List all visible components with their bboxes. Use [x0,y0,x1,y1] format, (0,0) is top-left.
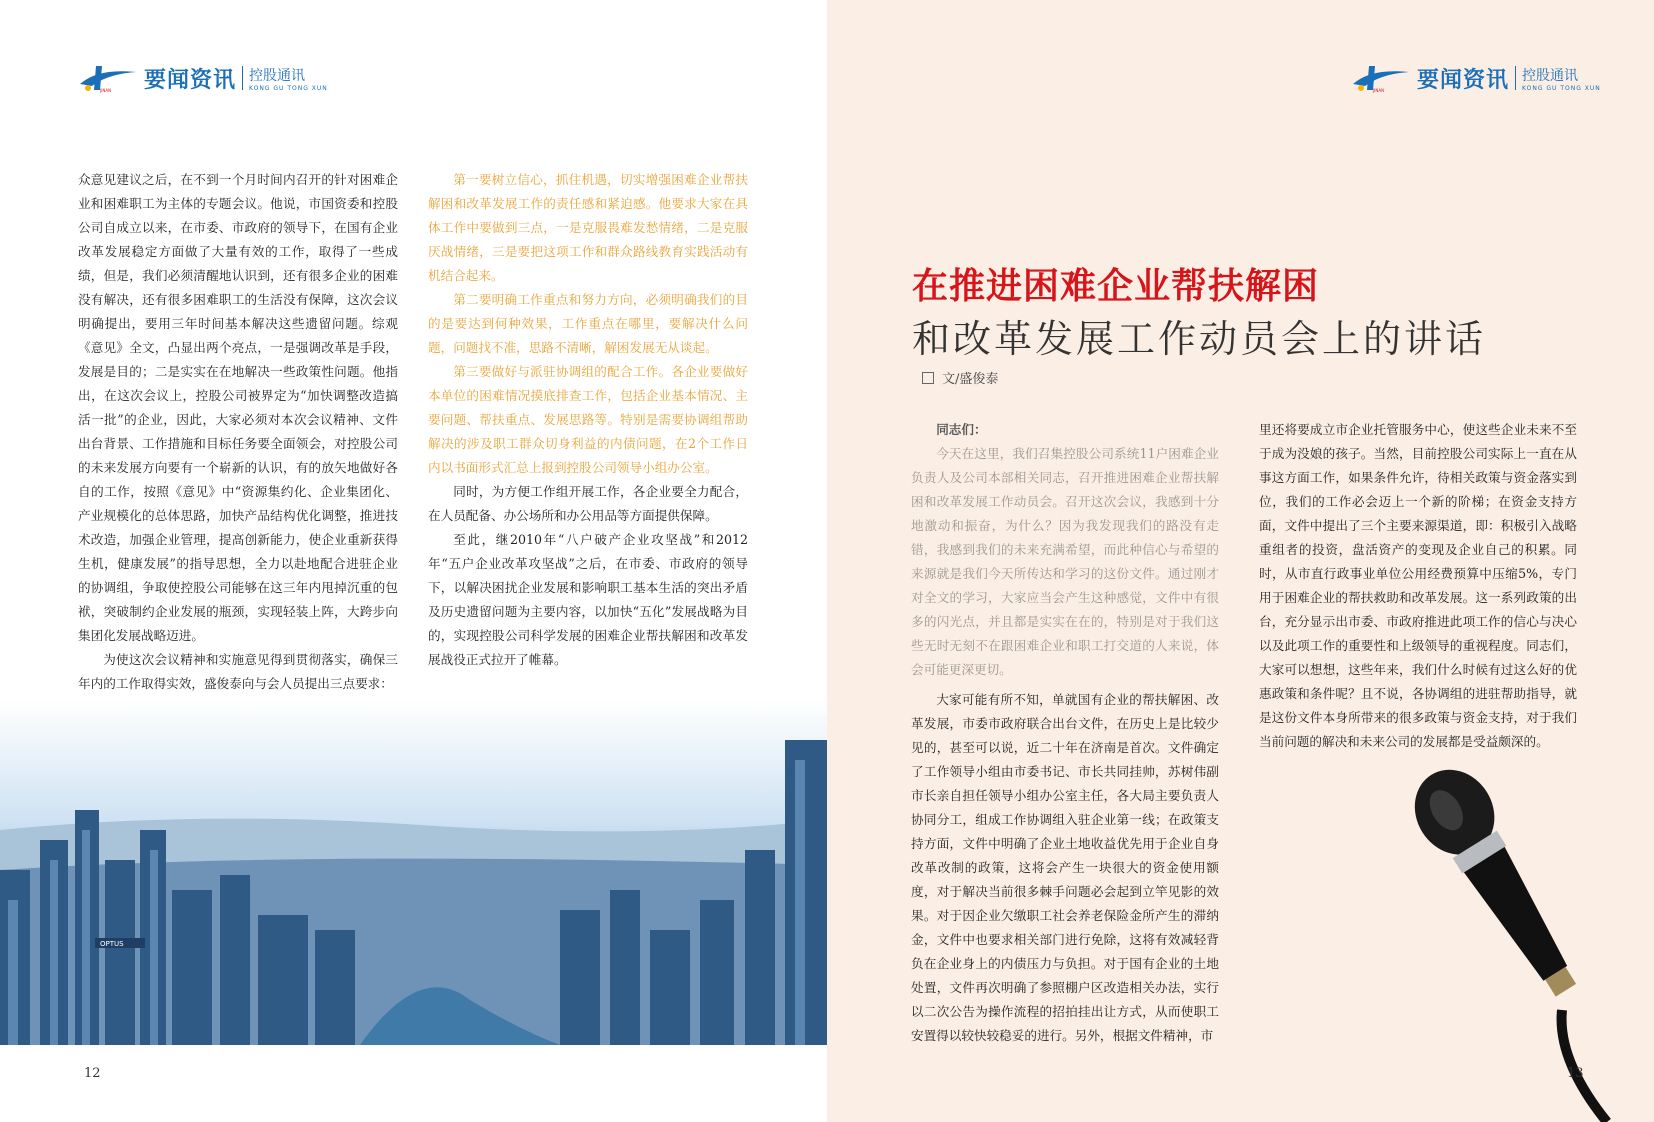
building-sign: OPTUS [100,940,124,948]
right-column-2 [1259,418,1577,754]
paragraph: 大家可能有所不知，单就国有企业的帮扶解困、改革发展，市委市政府联合出台文件，在历史上是比较少见的，甚至可以说，近二十年在济南是首次。文件确定了工作领导小组由市委书记、市长共同挂帅，苏树伟副市长亲自担任领导小组办公室主任，各大局主要负责人协同分工，组成工作协调组入驻企业第一线；在政策支持方面，文件中明确了企业土地收益优先用于企业自身改革改制的政策，这将会产生一块很大的资金使用额度，对于解决当前很多棘手问题必会起到立竿见影的效果。对于因企业欠缴职工社会养老保险金所产生的滞纳金，文件中也要求相关部门进行免除，这将有效减轻背负在企业身上的内债压力与负担。对于国有企业的土地处置，文件再次明确了参照棚户区改造相关办法，实行以二次公告为操作流程的招拍挂出让方式，从而使职工安置得以较快较稳妥的进行。另外，根据文件精神，市 [911,692,1219,1043]
section-title-en: KONG GU TONG XUN [249,84,328,92]
paragraph: 至此，继2010年“八户破产企业攻坚战”和2012年“五户企业改革攻坚战”之后，在市委、市政府的领导下，以解决困扰企业发展和影响职工基本生活的突出矛盾及历史遗留问题为主要内容，以加快“五化”发展战略为目的，实现控股公司科学发展的困难企业帮扶解困和改革发展战役正式拉开了帷幕。 [428,532,748,667]
left-column-1 [78,168,398,696]
article-title-sub: 和改革发展工作动员会上的讲话 [912,317,1487,361]
section-label [1522,65,1601,92]
logo-icon [1351,62,1411,94]
section-label [249,65,328,92]
right-page [827,0,1654,1122]
highlight-paragraph: 第二要明确工作重点和努力方向，必须明确我们的目的是要达到何种效果，工作重点在哪里，要解决什么问题，问题找不准，思路不清晰，解困发展无从谈起。 [428,292,748,355]
intro-paragraph: 今天在这里，我们召集控股公司系统11户困难企业负责人及公司本部相关同志，召开推进困难企业帮扶解困和改革发展工作动员会。召开这次会议，我感到十分地激动和振奋，为什么？因为我发现我们的路没有走错，我感到我们的未来充满希望，而此种信心与希望的来源就是我们今天所传达和学习的这份文件。通过刚才对全文的学习，大家应当会产生这种感觉，文件中有很多的闪光点，并且都是实实在在的，特别是对于我们这些无时无刻不在跟困难企业和职工打交道的人来说，体会可能更深更切。 [911,446,1219,677]
right-header [1351,62,1601,94]
left-header [78,62,328,94]
left-column-2 [428,168,748,672]
highlight-paragraph: 第三要做好与派驻协调组的配合工作。各企业要做好本单位的困难情况摸底排查工作，包括企业基本情况、主要问题、帮扶重点、发展思路等。特别是需要协调组帮助解决的涉及职工群众切身利益的内债问题，在2个工作日内以书面形式汇总上报到控股公司领导小组办公室。 [428,364,748,475]
highlight-paragraph: 第一要树立信心，抓住机遇，切实增强困难企业帮扶解困和改革发展工作的责任感和紧迫感。他要求大家在具体工作中要做到三点，一是克服畏难发愁情绪，二是克服厌战情绪，三是要把这项工作和群众路线教育实践活动有机结合起来。 [428,172,748,283]
author-name: 文/盛俊泰 [942,372,999,387]
logo-icon [78,62,138,94]
logo-text: JINAN [100,88,112,93]
section-title: 控股通讯 [249,67,306,84]
author-byline [922,368,998,387]
paragraph: 众意见建议之后，在不到一个月时间内召开的针对困难企业和困难职工为主体的专题会议。他说，市国资委和控股公司自成立以来，在市委、市政府的领导下，在国有企业改革发展稳定方面做了大量有效的工作，取得了一些成绩，但是，我们必须清醒地认识到，还有很多企业的困难没有解决，还有很多困难职工的生活没有保障，这次会议明确提出，要用三年时间基本解决这些遗留问题。综观《意见》全文，凸显出两个亮点，一是强调改革是手段，发展是目的；二是实实在在地解决一些政策性问题。他指出，在这次会议上，控股公司被界定为“加快调整改造搞活一批”的企业，因此，大家必须对本次会议精神、文件出台背景、工作措施和目标任务要全面领会，对控股公司的未来发展方向要有一个崭新的认识，有的放矢地做好各自的工作，按照《意见》中“资源集约化、企业集团化、产业规模化的总体思路，加快产品结构优化调整，推进技术改造，加强企业管理，提高创新能力，使企业重新获得生机，健康发展”的指导思想，全力以赴地配合进驻企业的协调组，争取使控股公司能够在这三年内甩掉沉重的包袱，突破制约企业发展的瓶颈，实现轻装上阵，大跨步向集团化发展战略迈进。 [78,172,398,643]
paragraph: 同时，为方便工作组开展工作，各企业要全力配合，在人员配备、办公场所和办公用品等方面提供保障。 [428,484,748,523]
section-title: 控股通讯 [1522,67,1579,84]
page-number-left: 12 [84,1066,101,1081]
header-divider [1515,66,1516,90]
checkbox-square-icon [922,372,934,384]
microphone-image [1387,760,1654,1122]
brand-title: 要闻资讯 [144,67,237,93]
salutation: 同志们： [936,422,987,437]
paragraph: 为使这次会议精神和实施意见得到贯彻落实，确保三年内的工作取得实效，盛俊泰向与会人员提出三点要求： [78,652,398,691]
section-title-en: KONG GU TONG XUN [1522,84,1601,92]
logo-text: JINAN [1373,88,1385,93]
brand-title: 要闻资讯 [1417,67,1510,93]
page-number-right: 13 [1567,1066,1584,1081]
right-column-1 [911,418,1219,1048]
article-title-main: 在推进困难企业帮扶解困 [912,266,1320,307]
header-divider [242,66,243,90]
paragraph: 里还将要成立市企业托管服务中心，使这些企业未来不至于成为没娘的孩子。当然，目前控股公司实际上一直在从事这方面工作，如果条件允许，待相关政策与资金落实到位，我们的工作必会迈上一个新的阶梯；在资金支持方面，文件中提出了三个主要来源渠道，即：积极引入战略重组者的投资，盘活资产的变现及企业自己的积累。同时，从市直行政事业单位公用经费预算中压缩5%，专门用于困难企业的帮扶救助和改革发展。这一系列政策的出台，充分显示出市委、市政府推进此项工作的信心与决心以及此项工作的重要性和上级领导的重视程度。同志们，大家可以想想，这些年来，我们什么时候有过这么好的优惠政策和条件呢？且不说，各协调组的进驻帮助指导，就是这份文件本身所带来的很多政策与资金支持，对于我们当前问题的解决和未来公司的发展都是受益颇深的。 [1259,422,1577,749]
city-skyline-image [0,700,827,1045]
